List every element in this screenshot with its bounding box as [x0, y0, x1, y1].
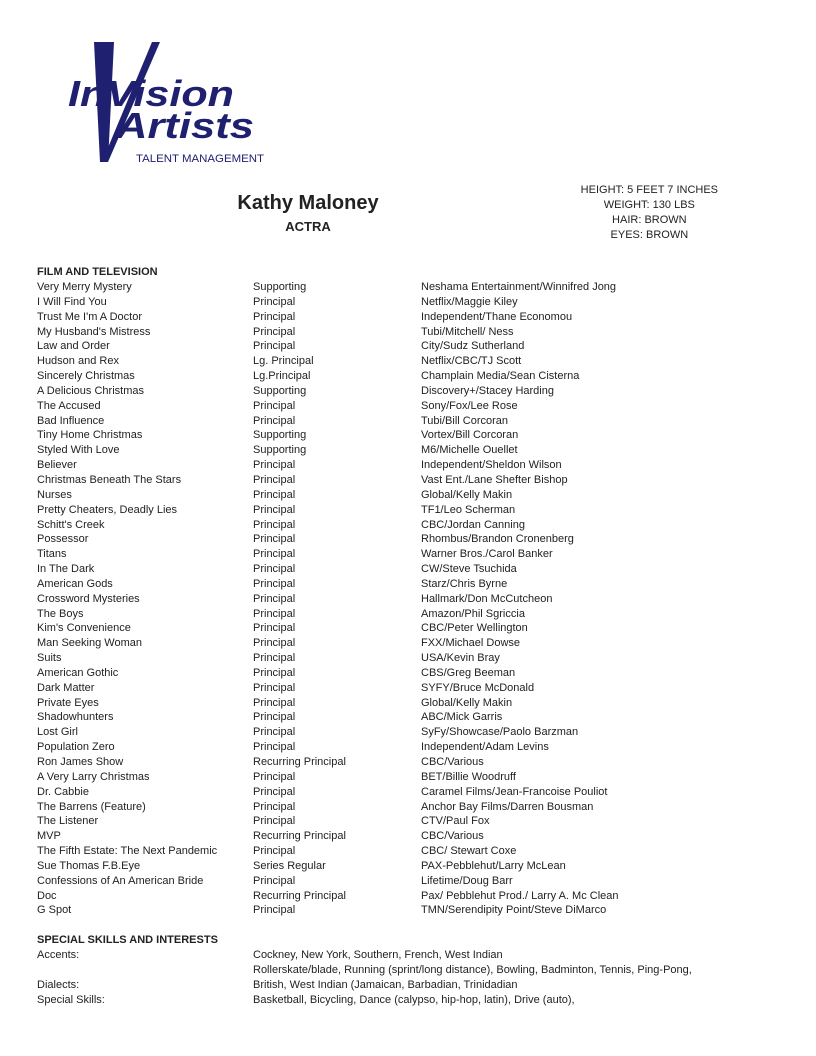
credit-title: Very Merry Mystery — [37, 281, 132, 293]
credit-production: USA/Kevin Bray — [421, 652, 500, 665]
credit-title: The Accused — [37, 399, 101, 412]
credit-title: Dark Matter — [37, 681, 95, 694]
credit-production: Independent/Sheldon Wilson — [421, 459, 562, 472]
credit-role: Principal — [253, 548, 296, 561]
credit-row — [37, 859, 797, 874]
credit-production: Starz/Chris Byrne — [421, 577, 508, 590]
skill-details: British, West Indian (Jamaican, Barbadian, Trinidadian — [253, 978, 518, 991]
credit-row — [37, 814, 797, 829]
credit-production: Champlain Media/Sean Cisterna — [421, 370, 580, 383]
skill-category: Accents: — [37, 949, 80, 961]
credit-row — [37, 280, 797, 295]
skill-details: Basketball, Bicycling, Dance (calypso, hip-hop, latin), Drive (auto), — [253, 993, 575, 1006]
credit-production: Hallmark/Don McCutcheon — [421, 592, 553, 605]
credit-list — [37, 280, 797, 918]
credit-title: Kim's Convenience — [37, 622, 131, 635]
credit-role: Supporting — [253, 281, 307, 293]
credit-role: Principal — [253, 845, 296, 858]
credit-production: Discovery+/Stacey Harding — [421, 384, 554, 397]
actor-name: Kathy Maloney — [237, 192, 379, 214]
credit-role: Principal — [253, 696, 296, 709]
credit-row — [37, 607, 797, 622]
section-heading: SPECIAL SKILLS AND INTERESTS — [37, 934, 218, 946]
credit-role: Principal — [253, 874, 296, 887]
skill-details: Rollerskate/blade, Running (sprint/long distance), Bowling, Badminton, Tennis, Ping-Pong, — [253, 963, 692, 976]
credit-production: CBC/Various — [421, 756, 484, 768]
credit-production: BET/Billie Woodruff — [421, 770, 516, 783]
credit-role: Principal — [253, 533, 296, 546]
credit-row — [37, 384, 797, 399]
credit-row — [37, 547, 797, 562]
credit-title: Christmas Beneath The Stars — [37, 473, 182, 486]
credit-role: Principal — [253, 652, 296, 665]
credit-role: Supporting — [253, 384, 307, 397]
credit-title: Sue Thomas F.B.Eye — [37, 859, 141, 872]
credit-title: Sincerely Christmas — [37, 370, 135, 383]
credit-role: Principal — [253, 518, 296, 531]
credit-role: Principal — [253, 563, 296, 576]
credit-row — [37, 562, 797, 577]
credit-role: Principal — [253, 399, 296, 412]
credit-row — [37, 518, 797, 533]
credit-row — [37, 428, 797, 443]
credit-row — [37, 636, 797, 651]
credit-production: M6/Michelle Ouellet — [421, 444, 518, 457]
credit-row — [37, 399, 797, 414]
credit-title: Bad Influence — [37, 414, 105, 427]
credit-row — [37, 829, 797, 844]
skill-row — [37, 978, 797, 993]
credit-title: Man Seeking Woman — [37, 637, 142, 650]
credit-row — [37, 488, 797, 503]
logo-line1: InVision — [68, 73, 234, 114]
credit-title: I Will Find You — [37, 295, 107, 308]
credit-role: Principal — [253, 785, 296, 798]
credit-title: G Spot — [37, 904, 72, 917]
credit-production: Lifetime/Doug Barr — [421, 874, 513, 887]
credit-role: Principal — [253, 681, 296, 694]
credit-title: Trust Me I'm A Doctor — [37, 310, 142, 323]
credit-production: Vortex/Bill Corcoran — [421, 429, 519, 442]
credit-production: Independent/Adam Levins — [421, 741, 549, 754]
credit-role: Principal — [253, 503, 296, 516]
logo-tagline: TALENT MANAGEMENT — [136, 153, 265, 165]
credit-title: Crossword Mysteries — [37, 592, 140, 605]
credit-role: Principal — [253, 459, 296, 472]
credit-title: Tiny Home Christmas — [37, 429, 143, 442]
credit-production: CW/Steve Tsuchida — [421, 563, 517, 576]
skill-category: Dialects: — [37, 978, 80, 991]
credit-production: ABC/Mick Garris — [421, 711, 503, 724]
credit-role: Principal — [253, 666, 296, 679]
skill-list — [37, 948, 797, 1007]
credit-production: Independent/Thane Economou — [421, 310, 573, 323]
credit-title: Shadowhunters — [37, 711, 114, 724]
credit-role: Supporting — [253, 429, 307, 442]
credit-production: Tubi/Bill Corcoran — [421, 414, 509, 427]
credit-production: SyFy/Showcase/Paolo Barzman — [421, 726, 579, 739]
credit-row — [37, 473, 797, 488]
logo-line2: Artists — [114, 105, 254, 146]
skill-row — [37, 963, 797, 978]
credit-production: Amazon/Phil Sgriccia — [421, 607, 525, 620]
credit-row — [37, 770, 797, 785]
credit-role: Principal — [253, 414, 296, 427]
credit-title: Believer — [37, 459, 77, 472]
credit-title: The Boys — [37, 607, 84, 620]
credit-row — [37, 621, 797, 636]
credit-production: Sony/Fox/Lee Rose — [421, 399, 518, 412]
credit-row — [37, 844, 797, 859]
credit-title: A Very Larry Christmas — [37, 770, 150, 783]
credit-production: SYFY/Bruce McDonald — [421, 681, 535, 694]
credit-title: Ron James Show — [37, 756, 124, 768]
credit-production: FXX/Michael Dowse — [421, 637, 521, 650]
skill-details: Cockney, New York, Southern, French, West Indian — [253, 949, 503, 961]
credit-title: Private Eyes — [37, 696, 99, 709]
skills-section — [37, 933, 797, 1007]
credit-row — [37, 443, 797, 458]
stat-hair: HAIR: BROWN — [612, 214, 687, 226]
credit-title: Law and Order — [37, 340, 110, 353]
union-affiliation: ACTRA — [285, 219, 331, 234]
agency-logo — [64, 40, 274, 166]
credit-title: Schitt's Creek — [37, 518, 105, 531]
credit-row — [37, 800, 797, 815]
credit-role: Principal — [253, 577, 296, 590]
credit-row — [37, 503, 797, 518]
credit-role: Recurring Principal — [253, 889, 346, 902]
credit-row — [37, 339, 797, 354]
credit-row — [37, 414, 797, 429]
credit-row — [37, 903, 797, 918]
credit-role: Principal — [253, 325, 296, 338]
credit-role: Principal — [253, 295, 296, 308]
credit-production: CBC/Various — [421, 830, 484, 843]
credit-row — [37, 532, 797, 547]
credit-title: The Barrens (Feature) — [37, 800, 146, 813]
credit-role: Principal — [253, 726, 296, 739]
credit-production: CTV/Paul Fox — [421, 815, 490, 828]
section-heading: FILM AND TELEVISION — [37, 266, 158, 278]
skill-row — [37, 948, 797, 963]
credit-production: Warner Bros./Carol Banker — [421, 548, 553, 561]
credit-title: Doc — [37, 889, 57, 902]
credit-row — [37, 725, 797, 740]
credit-production: CBC/ Stewart Coxe — [421, 845, 517, 858]
credit-row — [37, 592, 797, 607]
credit-title: MVP — [37, 830, 61, 843]
credit-title: Pretty Cheaters, Deadly Lies — [37, 503, 178, 516]
credit-title: Nurses — [37, 488, 72, 501]
credit-row — [37, 710, 797, 725]
credit-role: Series Regular — [253, 859, 326, 872]
credit-role: Principal — [253, 607, 296, 620]
credit-role: Principal — [253, 741, 296, 754]
credit-production: City/Sudz Sutherland — [421, 340, 525, 353]
credit-row — [37, 577, 797, 592]
credit-row — [37, 295, 797, 310]
credit-role: Principal — [253, 904, 296, 917]
credit-production: Pax/ Pebblehut Prod./ Larry A. Mc Clean — [421, 889, 619, 902]
credit-role: Principal — [253, 488, 296, 501]
credit-production: TF1/Leo Scherman — [421, 503, 516, 516]
credit-production: Caramel Films/Jean-Francoise Pouliot — [421, 785, 608, 798]
credit-role: Principal — [253, 711, 296, 724]
credit-row — [37, 755, 797, 770]
credit-production: Global/Kelly Makin — [421, 696, 513, 709]
credit-production: Rhombus/Brandon Cronenberg — [421, 533, 574, 546]
credit-row — [37, 874, 797, 889]
credit-title: Possessor — [37, 533, 89, 546]
credit-row — [37, 354, 797, 369]
credit-row — [37, 696, 797, 711]
credit-role: Recurring Principal — [253, 756, 346, 768]
credit-row — [37, 651, 797, 666]
credit-title: Hudson and Rex — [37, 355, 119, 368]
credit-title: My Husband's Mistress — [37, 325, 151, 338]
credit-title: American Gods — [37, 577, 113, 590]
credit-row — [37, 310, 797, 325]
credit-production: TMN/Serendipity Point/Steve DiMarco — [421, 904, 607, 917]
credit-row — [37, 681, 797, 696]
credit-role: Principal — [253, 622, 296, 635]
credit-role: Principal — [253, 310, 296, 323]
film-tv-section — [37, 265, 797, 918]
credit-row — [37, 369, 797, 384]
credit-production: CBC/Jordan Canning — [421, 518, 525, 531]
credit-role: Recurring Principal — [253, 830, 346, 843]
credit-title: American Gothic — [37, 666, 119, 679]
credit-row — [37, 740, 797, 755]
stat-height: HEIGHT: 5 FEET 7 INCHES — [580, 184, 718, 196]
credit-role: Principal — [253, 800, 296, 813]
credit-row — [37, 325, 797, 340]
credit-role: Principal — [253, 637, 296, 650]
credit-production: CBC/Peter Wellington — [421, 622, 528, 635]
credit-production: Anchor Bay Films/Darren Bousman — [421, 800, 594, 813]
credit-role: Lg. Principal — [253, 355, 314, 368]
skill-category: Special Skills: — [37, 993, 105, 1006]
credit-title: Dr. Cabbie — [37, 785, 89, 798]
credit-title: In The Dark — [37, 563, 95, 576]
credit-production: Neshama Entertainment/Winnifred Jong — [421, 281, 617, 293]
credit-title: Lost Girl — [37, 726, 78, 739]
credit-row — [37, 666, 797, 681]
credit-production: Vast Ent./Lane Shefter Bishop — [421, 473, 568, 486]
credit-production: Netflix/CBC/TJ Scott — [421, 355, 522, 368]
credit-production: PAX-Pebblehut/Larry McLean — [421, 859, 566, 872]
credit-role: Principal — [253, 770, 296, 783]
skill-row — [37, 993, 797, 1008]
credit-title: The Listener — [37, 815, 99, 828]
credit-role: Supporting — [253, 444, 307, 457]
physical-stats — [581, 183, 718, 243]
stat-eyes: EYES: BROWN — [610, 229, 689, 241]
credit-role: Principal — [253, 473, 296, 486]
credit-production: Global/Kelly Makin — [421, 488, 513, 501]
credit-title: Population Zero — [37, 741, 115, 754]
credit-role: Principal — [253, 340, 296, 353]
credit-title: Suits — [37, 652, 62, 665]
credit-row — [37, 785, 797, 800]
credit-row — [37, 458, 797, 473]
credit-role: Lg.Principal — [253, 370, 311, 383]
credit-title: Confessions of An American Bride — [37, 874, 204, 887]
credit-production: CBS/Greg Beeman — [421, 666, 516, 679]
credit-production: Tubi/Mitchell/ Ness — [421, 325, 514, 338]
stat-weight: WEIGHT: 130 LBS — [603, 199, 695, 211]
credit-row — [37, 889, 797, 904]
credit-role: Principal — [253, 815, 296, 828]
credit-role: Principal — [253, 592, 296, 605]
credit-title: The Fifth Estate: The Next Pandemic — [37, 845, 218, 858]
credit-title: Titans — [37, 548, 67, 561]
credit-title: Styled With Love — [37, 444, 120, 457]
credit-title: A Delicious Christmas — [37, 384, 144, 397]
credit-production: Netflix/Maggie Kiley — [421, 295, 518, 308]
